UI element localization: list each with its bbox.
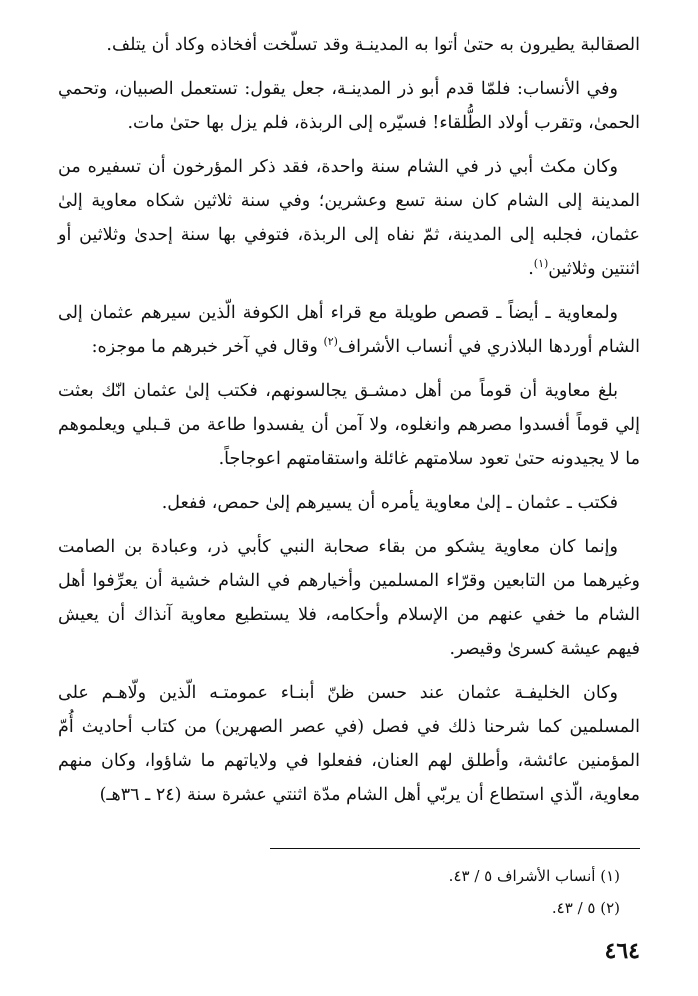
footnote-ref-2[interactable]: (٢) — [323, 335, 338, 349]
paragraph-1: الصقالبة يطيرون به حتىٰ أتوا به المدينـة وقد تسلّخت أفخاذه وكاد أن يتلف. — [106, 35, 640, 55]
paragraph-4-end: وقال في آخر خبرهم ما موجزه: — [91, 337, 324, 357]
footnote-ref-1[interactable]: (١) — [533, 257, 549, 271]
paragraph-3-end: . — [528, 259, 534, 279]
paragraph-2: وفي الأنساب: فلمّا قدم أبو ذر المدينـة، جعل يقول: تستعمل الصبيان، وتحمي الحمىٰ، وتقرب أولاد الطُّلقاء! فسيّره إلى الربذة، فلم يزل بها حتىٰ مات. — [58, 79, 640, 133]
paragraph-6: فكتب ـ عثمان ـ إلىٰ معاوية يأمره أن يسيرهم إلىٰ حمص، ففعل. — [161, 493, 618, 513]
paragraph-7: وإنما كان معاوية يشكو من بقاء صحابة النبي كأبي ذر، وعبادة بن الصامت وغيرهما من التابعين وقرّاء المسلمين وأخيارهم في الشام خشية أن يعرِّفوا أهل الشام ما خفي عنهم من الإسلام وأحكامه، فلا يستطيع معاوية آنذاك أن يعيش فيهم عيشة كسرىٰ وقيصر. — [58, 537, 640, 659]
paragraph-5-quote: بلغ معاوية أن قوماً من أهل دمشـق يجالسونهم، فكتب إلىٰ عثمان انّك بعثت إلي قوماً أفسدوا مصرهم وانغلوه، ولا آمن أن يفسدوا طاعة من قـبلي ويعلموهم ما لا يجيدونه حتىٰ تعود سلامتهم غائلة واستقامتهم اعوجاجاً. — [58, 381, 640, 469]
paragraph-8: وكان الخليفـة عثمان عند حسن ظنّ أبنـاء عمومتـه الّذين ولّاهـم على المسلمين كما شرحنا ذلك في فصل (في عصر الصهرين) من كتاب أحاديث أُمّ المؤمنين عائشة، وأطلق لهم العنان، ففعلوا في ولاياتهم ما شاؤوا، وكان منهم معاوية، الّذي استطاع أن يربّي أهل الشام مدّة اثنتي عشرة سنة (٢٤ ـ ٣٦هـ) — [58, 683, 640, 805]
paragraph-4-text: ولمعاوية ـ أيضاً ـ قصص طويلة مع قراء أهل الكوفة الّذين سيرهم عثمان إلى الشام أوردها البلاذري في أنساب الأشراف — [58, 303, 640, 357]
paragraph-3 — [58, 150, 640, 286]
footnotes — [58, 860, 620, 924]
footnote-divider — [270, 848, 640, 849]
footnote-1: (١) أنساب الأشراف ٥ / ٤٣. — [448, 867, 620, 885]
paragraph-4 — [58, 296, 640, 364]
paragraph-3-text: وكان مكث أبي ذر في الشام سنة واحدة، فقد ذكر المؤرخون أن تسفيره من المدينة إلى الشام كان سنة تسع وعشرين؛ وفي سنة ثلاثين شكاه معاوية إلىٰ عثمان، فجلبه إلى المدينة، ثمّ نفاه إلى الربذة، فتوفي بها سنة إحدىٰ وثلاثين أو اثنتين وثلاثين — [58, 157, 640, 279]
page-number: ٤٦٤ — [604, 938, 640, 964]
footnote-2: (٢) ٥ / ٤٣. — [551, 899, 620, 917]
